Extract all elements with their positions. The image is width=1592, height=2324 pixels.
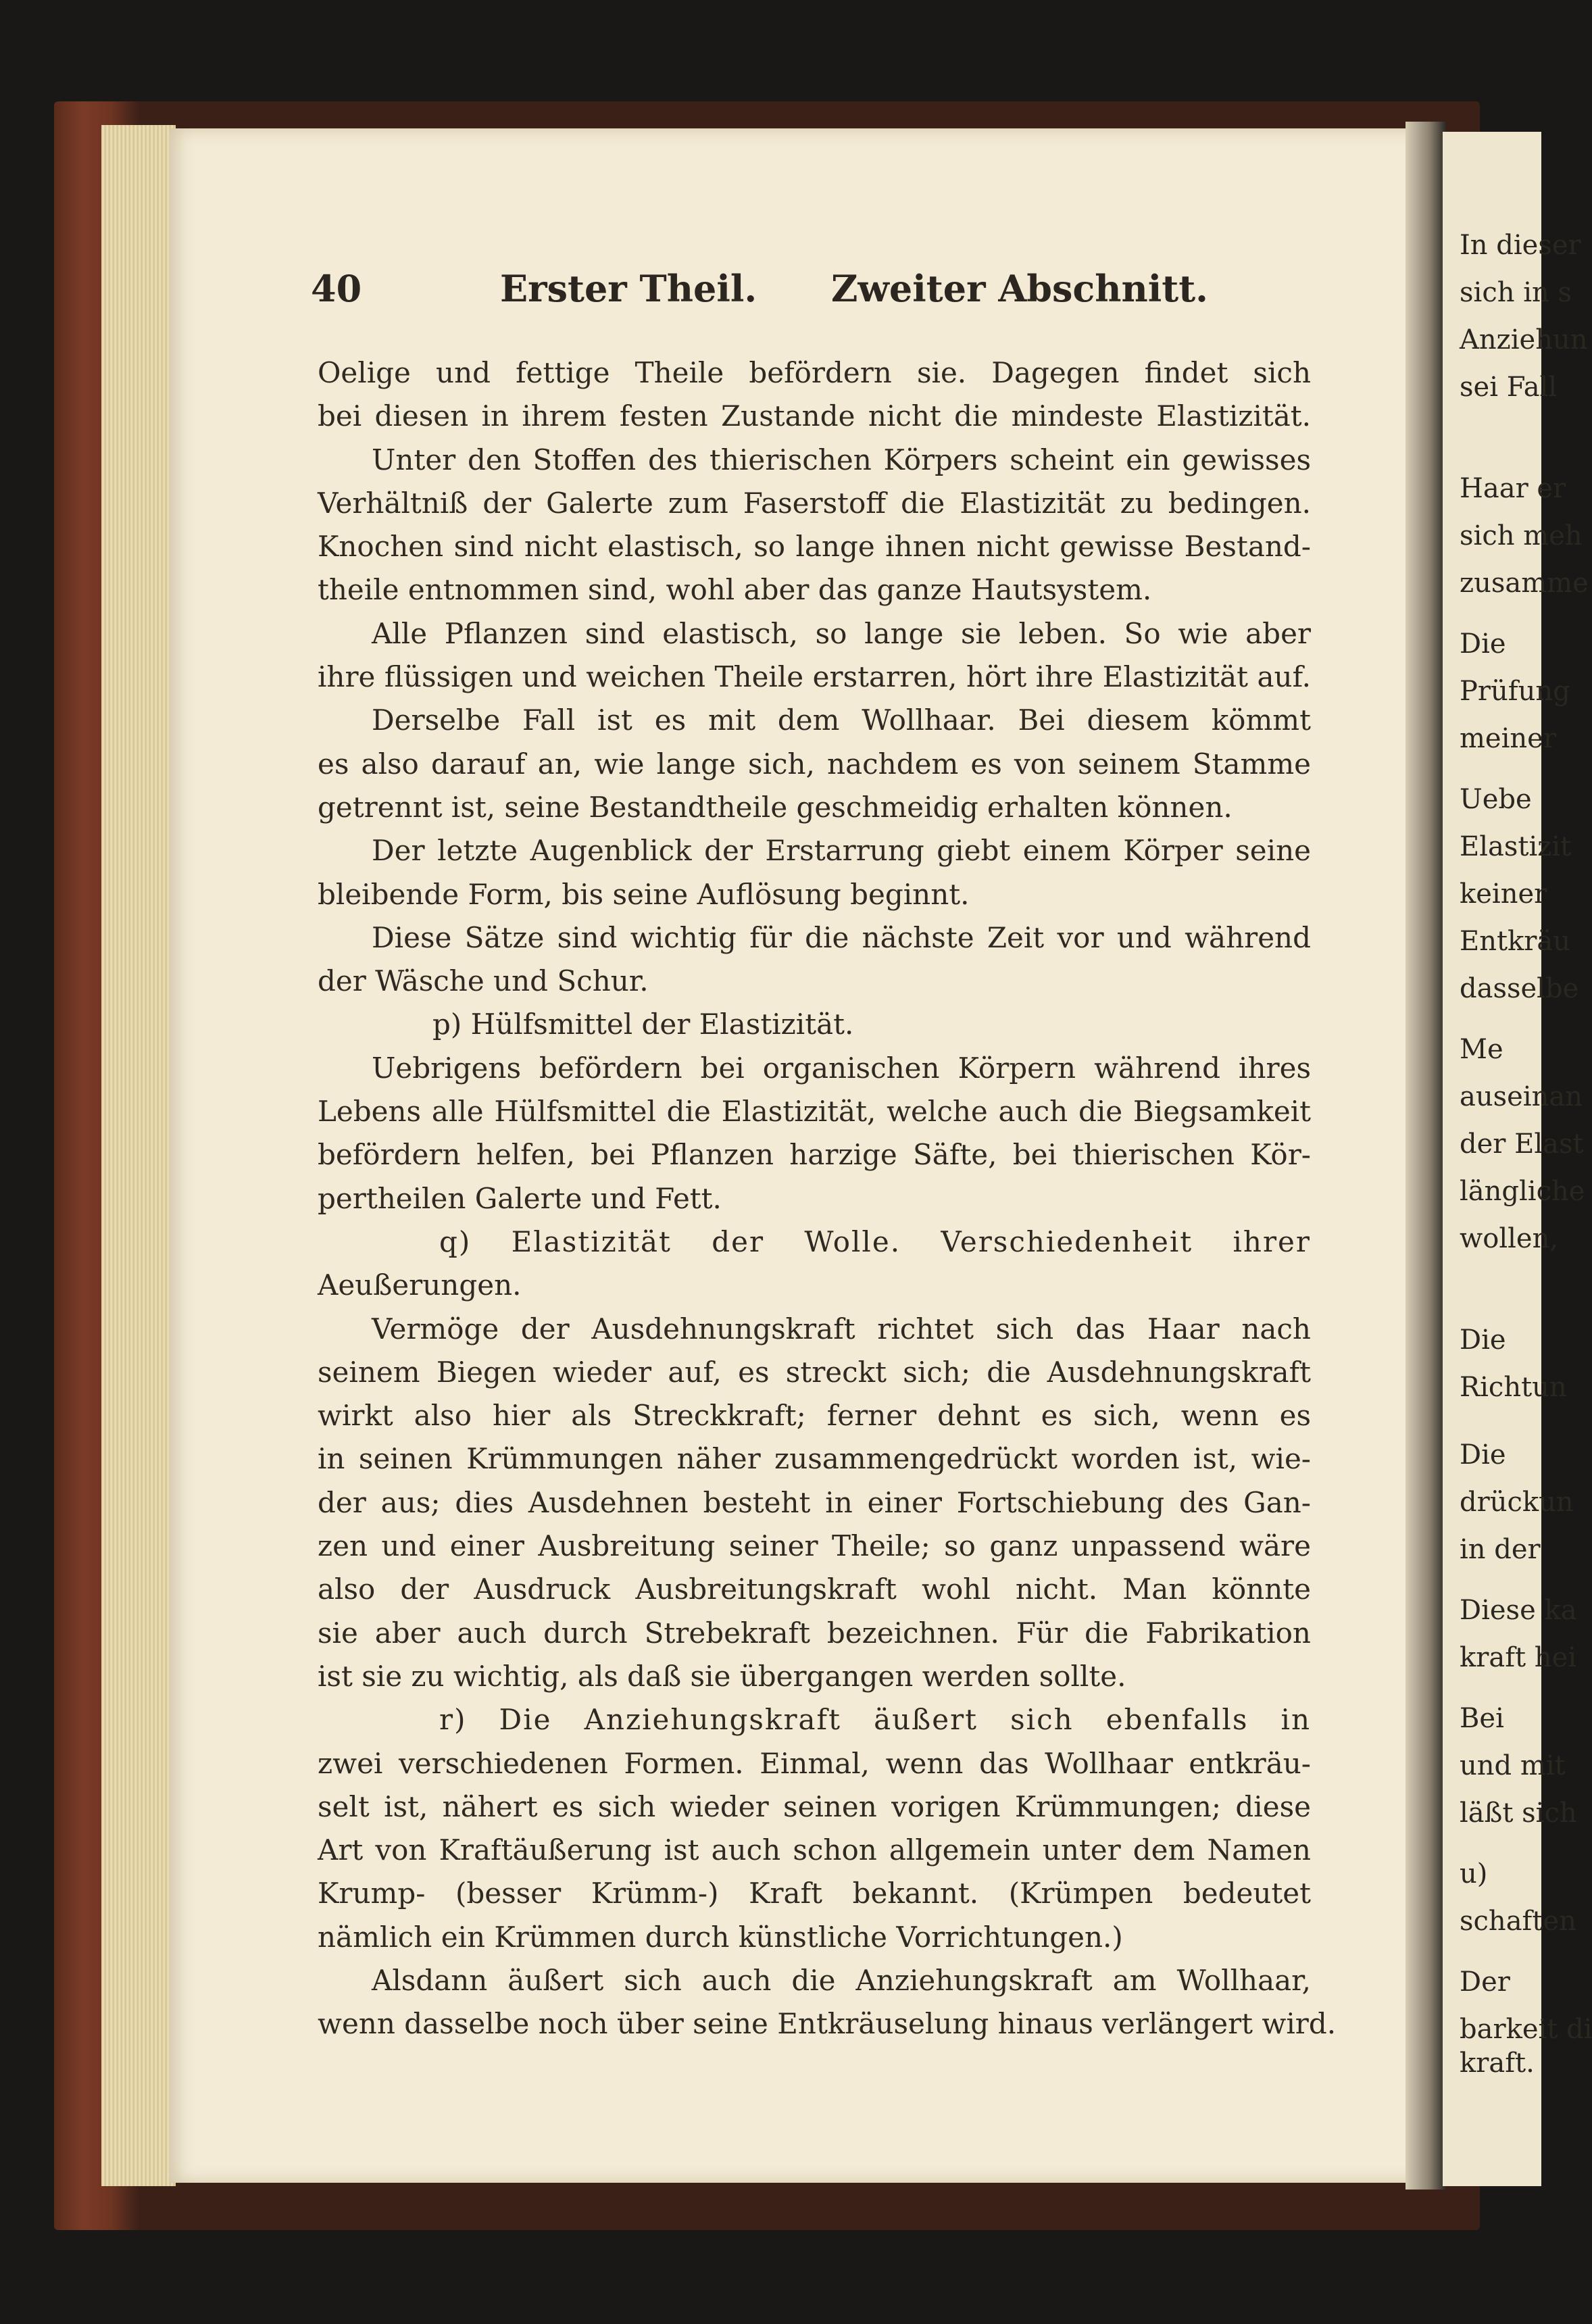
section-heading: q) Elastizität der Wolle. Verschiedenheit ihrer (439, 1225, 1311, 1258)
facing-page-fragment: Uebe (1460, 784, 1532, 815)
text-line: zen und einer Ausbreitung seiner Theile; so ganz unpassend wäre (318, 1529, 1311, 1563)
text-line: ihre flüssigen und weichen Theile erstarren, hört ihre Elastizität auf. (318, 660, 1311, 694)
facing-page-fragment: Der (1460, 1967, 1510, 1998)
text-line: getrennt ist, seine Bestandtheile geschmeidig erhalten können. (318, 790, 1233, 824)
text-line: zwei verschiedenen Formen. Einmal, wenn das Wollhaar entkräu- (318, 1746, 1311, 1780)
facing-page-fragment: Die (1460, 1325, 1506, 1356)
page-edges (101, 125, 176, 2186)
facing-page-fragment: wollen, (1460, 1223, 1559, 1254)
facing-page-fragment: Richtun (1460, 1372, 1567, 1403)
text-line: theile entnommen sind, wohl aber das ganze Hautsystem. (318, 573, 1152, 607)
text-line: also der Ausdruck Ausbreitungskraft wohl nicht. Man könnte (318, 1573, 1311, 1606)
text-line: der aus; dies Ausdehnen besteht in einer Fortschiebung des Gan- (318, 1485, 1311, 1519)
facing-page-fragment: Diese ka (1460, 1595, 1577, 1626)
book-gutter (1406, 122, 1446, 2190)
facing-page-fragment: Entkräu (1460, 926, 1571, 957)
facing-page-fragment: Die (1460, 628, 1506, 660)
text-line: es also darauf an, wie lange sich, nachdem es von seinem Stamme (318, 747, 1311, 781)
text-line: Uebrigens befördern bei organischen Körpern während ihres (372, 1051, 1311, 1085)
facing-page-fragment: barkeit di (1460, 2014, 1592, 2045)
text-line: wirkt also hier als Streckkraft; ferner dehnt es sich, wenn es (318, 1399, 1311, 1433)
section-heading: p) Hülfsmittel der Elastizität. (432, 1008, 854, 1041)
section-heading: r) Die Anziehungskraft äußert sich ebenfalls in (439, 1703, 1311, 1737)
text-line: Krump- (besser Krümm-) Kraft bekannt. (Krümpen bedeutet (318, 1877, 1311, 1910)
facing-page-fragment: schaften (1460, 1906, 1576, 1937)
text-line: Alle Pflanzen sind elastisch, so lange sie leben. So wie aber (372, 616, 1311, 650)
running-title-part: Erster Theil. (500, 267, 757, 310)
running-title-section: Zweiter Abschnitt. (831, 267, 1208, 310)
facing-page-fragment: drückun (1460, 1487, 1574, 1518)
facing-page-fragment: Anziehun (1460, 324, 1588, 355)
facing-page-fragment: längliche (1460, 1176, 1585, 1207)
text-line: der Wäsche und Schur. (318, 964, 649, 998)
text-line: Lebens alle Hülfsmittel die Elastizität, welche auch die Biegsamkeit (318, 1095, 1311, 1129)
running-header (311, 267, 1324, 321)
facing-page-fragment: sich in s (1460, 277, 1572, 308)
text-line: seinem Biegen wieder auf, es streckt sich; die Ausdehnungskraft (318, 1355, 1311, 1389)
text-line: selt ist, nähert es sich wieder seinen vorigen Krümmungen; diese (318, 1789, 1311, 1823)
text-line: Vermöge der Ausdehnungskraft richtet sich das Haar nach (372, 1312, 1311, 1345)
text-line: Der letzte Augenblick der Erstarrung giebt einem Körper seine (372, 834, 1311, 868)
facing-page-fragment: zusamme (1460, 568, 1589, 599)
facing-page-fragment: meiner (1460, 723, 1556, 754)
text-line: Alsdann äußert sich auch die Anziehungskraft am Wollhaar, (372, 1963, 1311, 1997)
text-line: bleibende Form, bis seine Auflösung beginnt. (318, 877, 970, 911)
text-line: befördern helfen, bei Pflanzen harzige Säfte, bei thierischen Kör- (318, 1138, 1311, 1172)
facing-page-fragment: und mit (1460, 1750, 1566, 1781)
facing-page-fragment: dasselbe (1460, 973, 1579, 1004)
facing-page-fragment: in der (1460, 1534, 1541, 1565)
text-line: Unter den Stoffen des thierischen Körpers scheint ein gewisses (372, 443, 1311, 476)
facing-page-fragment: auseinan (1460, 1081, 1583, 1112)
text-line: Knochen sind nicht elastisch, so lange ihnen nicht gewisse Bestand- (318, 530, 1311, 564)
facing-page-fragment: Me (1460, 1034, 1503, 1065)
page-number: 40 (311, 267, 362, 310)
text-line: in seinen Krümmungen näher zusammengedrückt worden ist, wie- (318, 1442, 1311, 1476)
facing-page-fragment: Bei (1460, 1703, 1504, 1734)
text-line: Diese Sätze sind wichtig für die nächste Zeit vor und während (372, 920, 1311, 954)
text-line: wenn dasselbe noch über seine Entkräuselung hinaus verlängert wird. (318, 2007, 1337, 2041)
facing-page (1443, 132, 1592, 2186)
facing-page-fragment: Haar er (1460, 473, 1566, 504)
facing-page-fragment: Elastizit (1460, 831, 1572, 862)
facing-page-fragment: kraft hei (1460, 1642, 1577, 1673)
facing-page-fragment: u) (1460, 1858, 1488, 1889)
text-line: Oelige und fettige Theile befördern sie. Dagegen findet sich (318, 356, 1311, 389)
facing-page-fragment: Prüfung (1460, 676, 1570, 707)
text-line: Art von Kraftäußerung ist auch schon allgemein unter dem Namen (318, 1833, 1311, 1867)
text-line: nämlich ein Krümmen durch künstliche Vorrichtungen.) (318, 1920, 1123, 1954)
facing-page-fragment: sei Fall (1460, 372, 1558, 403)
facing-page-fragment: In dieser (1460, 230, 1581, 261)
facing-page-fragment: läßt sich (1460, 1798, 1577, 1829)
section-heading: Aeußerungen. (318, 1268, 522, 1302)
facing-page-fragment: kraft. (1460, 2048, 1535, 2079)
text-line: Derselbe Fall ist es mit dem Wollhaar. Bei diesem kömmt (372, 703, 1311, 737)
facing-page-fragment: der Elast (1460, 1129, 1584, 1160)
body-text (318, 351, 1337, 2046)
text-line: pertheilen Galerte und Fett. (318, 1181, 722, 1215)
text-line: sie aber auch durch Strebekraft bezeichnen. Für die Fabrikation (318, 1616, 1311, 1650)
text-line: bei diesen in ihrem festen Zustande nicht die mindeste Elastizität. (318, 399, 1311, 433)
text-line: Verhältniß der Galerte zum Faserstoff die Elastizität zu bedingen. (318, 486, 1311, 520)
facing-page-fragment: keiner (1460, 879, 1547, 910)
facing-page-fragment: sich meh (1460, 520, 1583, 551)
text-line: ist sie zu wichtig, als daß sie übergangen werden sollte. (318, 1659, 1126, 1693)
facing-page-fragment: Die (1460, 1439, 1506, 1470)
